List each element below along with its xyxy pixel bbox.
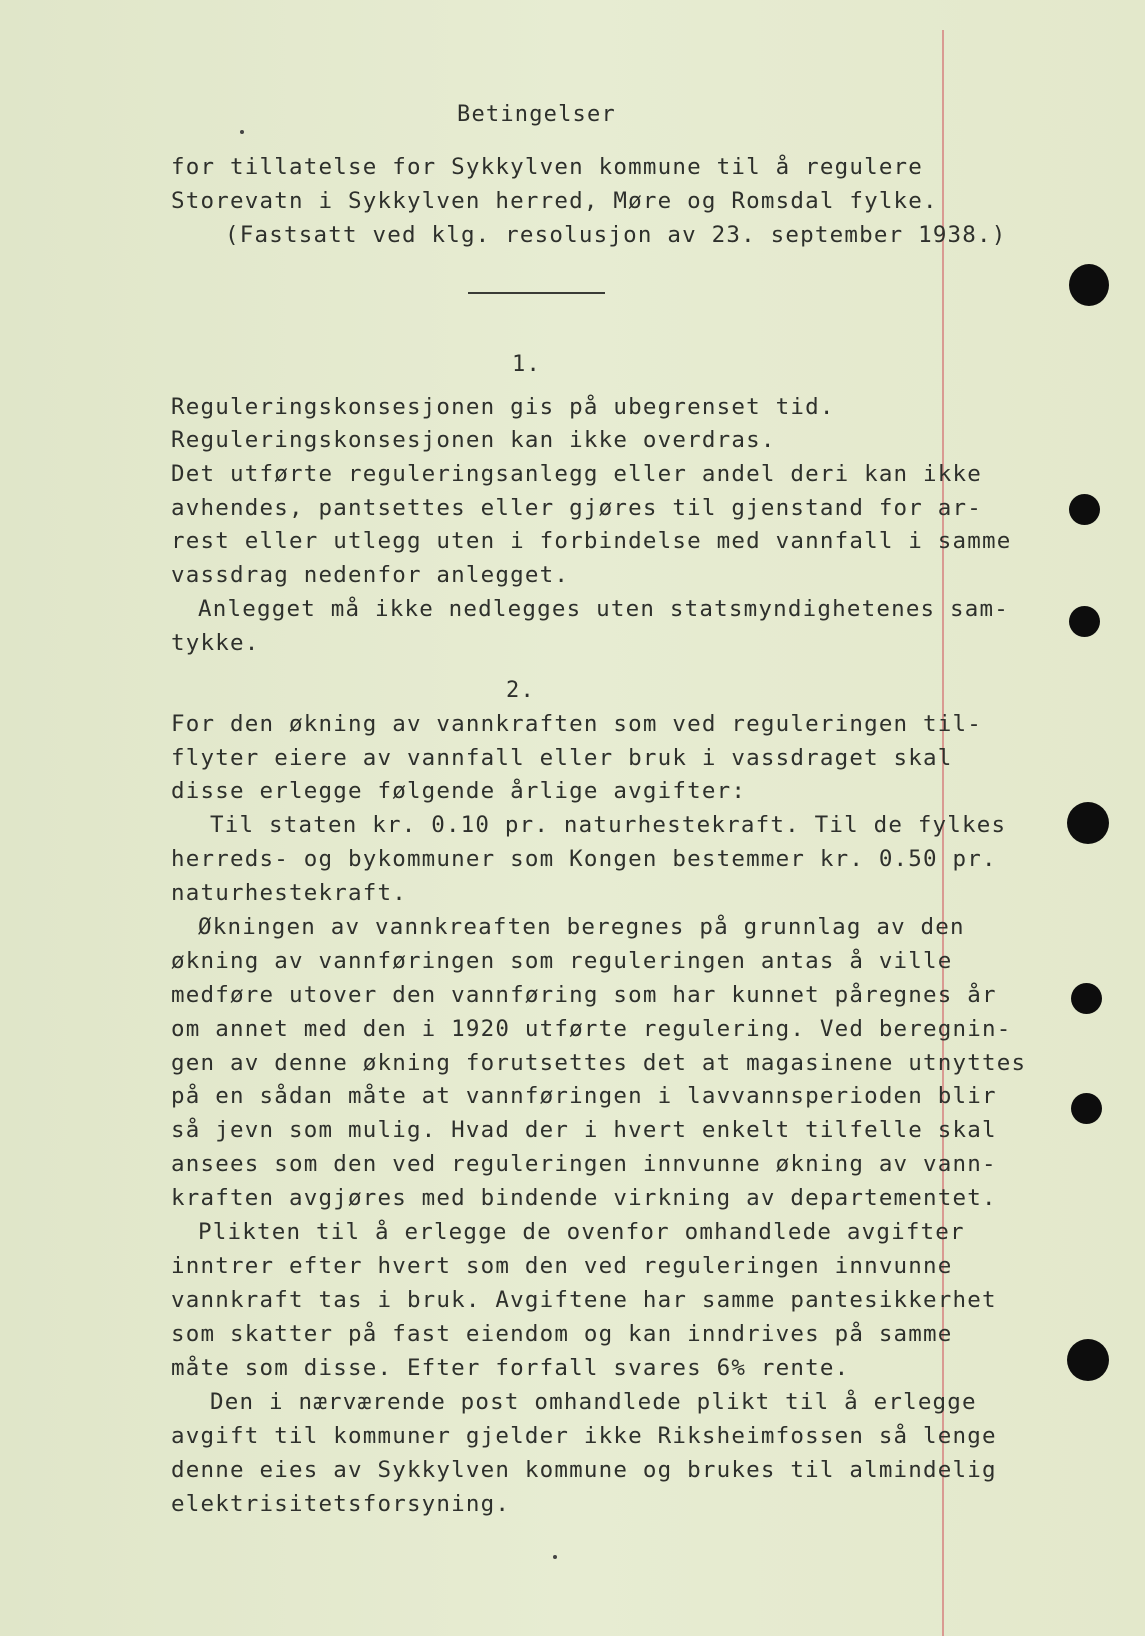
heading-divider — [468, 292, 605, 294]
section-1-line: Anlegget må ikke nedlegges uten statsmyndighetenes sam- — [198, 596, 1010, 622]
document-heading: Betingelser — [457, 102, 616, 127]
punch-hole-6 — [1071, 1093, 1102, 1124]
section-1-line: Reguleringskonsesjonen gis på ubegrenset tid. — [171, 394, 835, 420]
punch-hole-4 — [1067, 802, 1109, 844]
punch-hole-2 — [1069, 494, 1100, 525]
ink-speck — [240, 130, 244, 134]
section-2-line: vannkraft tas i bruk. Avgiftene har samme pantesikkerhet — [171, 1287, 997, 1313]
section-2-number: 2. — [506, 678, 535, 703]
section-2-line: Den i nærværende post omhandlede plikt til å erlegge — [210, 1389, 977, 1415]
section-2-line: Økningen av vannkreaften beregnes på grunnlag av den — [198, 914, 965, 940]
section-1-line: rest eller utlegg uten i forbindelse med vannfall i samme — [171, 528, 1012, 554]
section-2-line: elektrisitetsforsyning. — [171, 1491, 511, 1517]
section-2-line: avgift til kommuner gjelder ikke Riksheimfossen så lenge — [171, 1423, 997, 1449]
section-2-line: disse erlegge følgende årlige avgifter: — [171, 778, 747, 804]
section-1-line: Reguleringskonsesjonen kan ikke overdras. — [171, 427, 776, 453]
section-2-line: ansees som den ved reguleringen innvunne økning av vann- — [171, 1151, 997, 1177]
section-2-line: For den økning av vannkraften som ved reguleringen til- — [171, 711, 983, 737]
punch-hole-1 — [1069, 264, 1109, 306]
section-1-line: tykke. — [171, 630, 260, 656]
section-2-line: Plikten til å erlegge de ovenfor omhandlede avgifter — [198, 1219, 965, 1245]
section-2-line: som skatter på fast eiendom og kan inndrives på samme — [171, 1321, 953, 1347]
section-2-line: om annet med den i 1920 utførte regulering. Ved beregnin- — [171, 1016, 1012, 1042]
section-1-number: 1. — [512, 352, 541, 377]
section-2-line: herreds- og bykommuner som Kongen bestemmer kr. 0.50 pr. — [171, 846, 997, 872]
section-1-line: Det utførte reguleringsanlegg eller andel deri kan ikke — [171, 461, 983, 487]
intro-line-1: for tillatelse for Sykkylven kommune til å regulere — [171, 154, 924, 180]
section-1-line: avhendes, pantsettes eller gjøres til gjenstand for ar- — [171, 495, 983, 521]
section-2-line: økning av vannføringen som reguleringen antas å ville — [171, 948, 953, 974]
section-2-line: flyter eiere av vannfall eller bruk i vassdraget skal — [171, 745, 953, 771]
section-2-line: måte som disse. Efter forfall svares 6% rente. — [171, 1355, 850, 1381]
section-2-line: denne eies av Sykkylven kommune og brukes til almindelig — [171, 1457, 997, 1483]
section-2-line: gen av denne økning forutsettes det at magasinene utnyttes — [171, 1050, 1027, 1076]
ink-speck — [553, 1555, 557, 1559]
section-2-line: kraften avgjøres med bindende virkning av departementet. — [171, 1185, 997, 1211]
section-2-line: Til staten kr. 0.10 pr. naturhestekraft. Til de fylkes — [210, 812, 1007, 838]
section-2-line: naturhestekraft. — [171, 880, 407, 906]
punch-hole-3 — [1069, 606, 1100, 637]
section-2-line: medføre utover den vannføring som har kunnet påregnes år — [171, 982, 997, 1008]
section-2-line: på en sådan måte at vannføringen i lavvannsperioden blir — [171, 1083, 997, 1109]
section-2-line: så jevn som mulig. Hvad der i hvert enkelt tilfelle skal — [171, 1117, 997, 1143]
intro-line-2: Storevatn i Sykkylven herred, Møre og Romsdal fylke. — [171, 188, 938, 214]
punch-hole-5 — [1071, 983, 1102, 1014]
section-2-line: inntrer efter hvert som den ved reguleringen innvunne — [171, 1253, 953, 1279]
punch-hole-7 — [1067, 1339, 1109, 1381]
section-1-line: vassdrag nedenfor anlegget. — [171, 562, 570, 588]
intro-line-3: (Fastsatt ved klg. resolusjon av 23. september 1938.) — [225, 222, 1007, 248]
